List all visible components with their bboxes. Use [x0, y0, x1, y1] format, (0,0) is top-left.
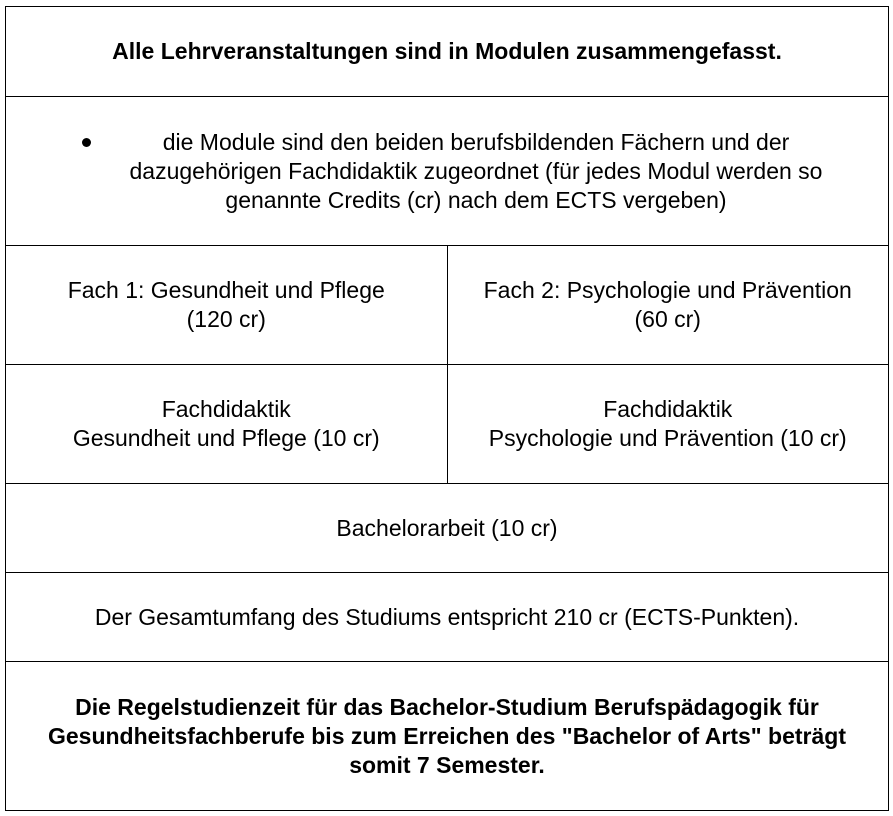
table-row — [6, 662, 889, 811]
fach1-credits: (120 cr) — [186, 306, 266, 332]
table-row — [6, 97, 889, 246]
table-row — [6, 246, 889, 365]
fach2-title: Fach 2: Psychologie und Prävention — [483, 277, 852, 303]
regelstudienzeit-text: Die Regelstudienzeit für das Bachelor-Studium Berufspädagogik für Gesundheitsfachberufe bis zum Erreichen des "Bachelor of Arts" beträgt somit 7 Semester. — [47, 693, 847, 778]
fach2-credits: (60 cr) — [634, 306, 701, 332]
table-row — [6, 573, 889, 662]
fachdidaktik1-title: Fachdidaktik — [161, 396, 291, 422]
fachdidaktik2-subject: Psychologie und Prävention (10 cr) — [488, 425, 847, 451]
heading-text: Alle Lehrveranstaltungen sind in Modulen zusammengefasst. — [112, 38, 782, 64]
fachdidaktik1-subject: Gesundheit und Pflege (10 cr) — [72, 425, 380, 451]
regelstudienzeit-wrap — [12, 693, 882, 780]
study-structure-table — [5, 6, 889, 811]
heading-cell — [6, 7, 889, 97]
bullet-icon — [82, 138, 91, 147]
fach1-cell — [6, 246, 448, 365]
fachdidaktik2-title: Fachdidaktik — [603, 396, 733, 422]
bullet-cell — [6, 97, 889, 246]
gesamtumfang-text: Der Gesamtumfang des Studiums entspricht 210 cr (ECTS-Punkten). — [94, 603, 800, 630]
bullet-text: die Module sind den beiden berufsbildenden Fächern und der dazugehörigen Fachdidaktik zugeordnet (für jedes Modul werden so genannte Credits (cr) nach dem ECTS vergeben) — [129, 128, 823, 213]
table-row — [6, 484, 889, 573]
fach1-title: Fach 1: Gesundheit und Pflege — [67, 277, 385, 303]
table-row — [6, 365, 889, 484]
gesamtumfang-cell — [6, 573, 889, 662]
bachelorarbeit-text: Bachelorarbeit (10 cr) — [336, 514, 558, 541]
fachdidaktik1-cell — [6, 365, 448, 484]
fachdidaktik2-cell — [447, 365, 889, 484]
bullet-item — [12, 128, 882, 215]
regelstudienzeit-cell — [6, 662, 889, 811]
table-row — [6, 7, 889, 97]
bachelorarbeit-cell — [6, 484, 889, 573]
fach2-cell — [447, 246, 889, 365]
